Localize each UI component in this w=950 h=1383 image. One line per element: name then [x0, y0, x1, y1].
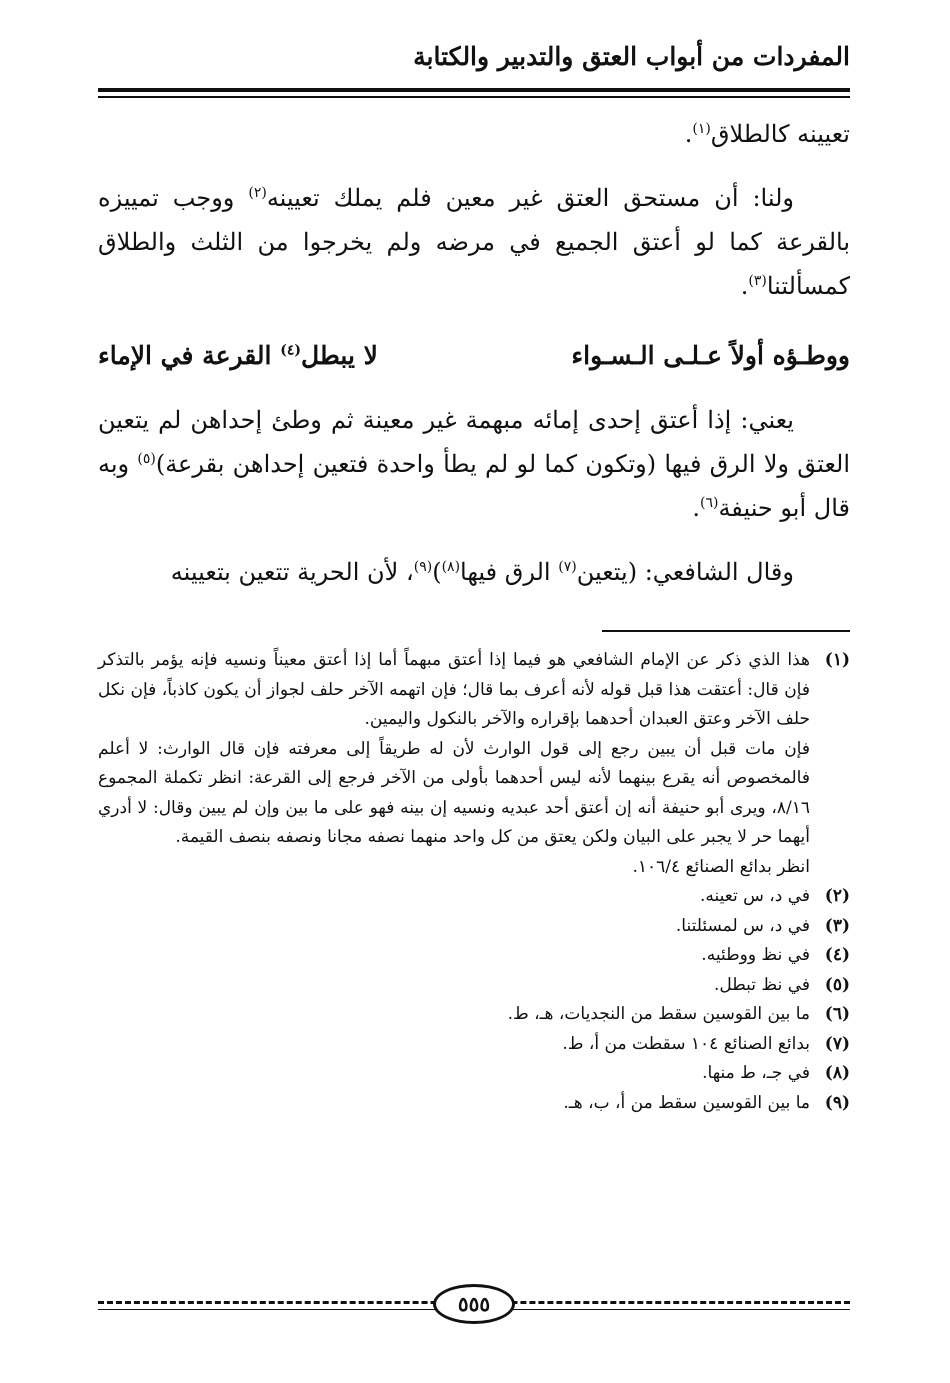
footnote-7: [98, 1030, 850, 1060]
footnote-8: [98, 1059, 850, 1089]
footnote-number: (٨): [824, 1063, 850, 1083]
footnote-1-reference: انظر بدائع الصنائع ١٠٦/٤.: [632, 856, 810, 877]
footnote-text: في د، س لمسئلتنا.: [675, 915, 810, 936]
footnote-9: [98, 1089, 850, 1119]
footnote-ref: (٨): [441, 559, 461, 575]
footnote-3: [98, 912, 850, 942]
footnote-text: ما بين القوسين سقط من أ، ب، هـ.: [563, 1092, 810, 1113]
footnote-text: في نظ ووطئيه.: [701, 945, 810, 965]
footnote-ref: (٤): [280, 342, 301, 359]
footnote-separator: [602, 630, 850, 632]
paragraph-3: يعني: إذا أعتق إحدى إمائه مبهمة غير معينة ثم وطئ إحداهن لم يتعين العتق ولا الرق فيها (وتكون كما لو لم يطأ واحدة فتعين إحداهن بقرعة)$^{(٥)}$ وبه قال أبو حنيفة$^{(٦)}$.: [98, 406, 851, 522]
footnote-number: (٣): [824, 915, 850, 936]
footnote-ref: (١): [692, 121, 711, 137]
footnote-text: في نظ تبطل.: [713, 974, 810, 995]
paragraph-1: تعيينه كالطلاق$^{(١)}$.: [684, 120, 850, 148]
main-text: [98, 112, 850, 594]
footnote-number: (٩): [824, 1092, 850, 1113]
footnote-2: [98, 882, 850, 912]
footnote-ref: (٦): [699, 495, 719, 511]
footnote-4: [98, 941, 850, 971]
footnote-number: (٧): [824, 1033, 850, 1054]
footnotes: [98, 646, 850, 1118]
footnote-text: هذا الذي ذكر عن الإمام الشافعي هو فيما إذا أعتق مبهماً أما إذا أعتق معيناً ونسيه فإنه يؤمر بالتذكر فإن قال: أعتقت هذا قبل قوله لأنه أعرف بما قال؛ فإن اتهمه الآخر حلف لجواز أن يكون كاذباً، فإن نكل حلف الآخر وعتق العبدان أحدهما بإقراره والآخر بالنكول واليمين.: [98, 650, 810, 729]
verse-line: [98, 334, 850, 378]
footnote-number: (٢): [824, 886, 850, 906]
book-page: [98, 0, 850, 1383]
running-header: المفردات من أبواب العتق والتدبير والكتابة: [413, 42, 850, 71]
footnote-1: [98, 646, 850, 735]
footnote-ref: (٩): [413, 559, 433, 575]
footnote-ref: (٢): [248, 185, 267, 201]
verse-hemistich-1: ووطـؤه أولاً عـلـى الـسـواء: [571, 341, 850, 370]
footnote-text: في جـ، ط منها.: [702, 1063, 810, 1083]
paragraph-4: وقال الشافعي: (يتعين$^{(٧)}$ الرق فيها$^{(٨)}$)$^{(٩)}$، لأن الحرية تتعين بتعيينه: [170, 558, 794, 586]
footnote-1-continuation: فإن مات قبل أن يبين رجع إلى قول الوارث لأن له طريقاً إلى معرفته فإن قال الوارث: لا أعلم فالمخصوص أنه يقرع بينهما لأنه ليس أحدهما بأولى من الآخر فرجع إلى القرعة: انظر تكملة المجموع ٨/١٦، ويرى أبو حنيفة أنه إن أعتق أحد عبديه ونسيه إن بينه فهو على ما بين وإن لم يبين وقال: لا أدري أيهما حر لا يجبر على البيان ولكن يعتق من كل واحد منهما نصفه مجانا ونصفه بنصف القيمة.: [98, 738, 810, 847]
footnote-ref: (٧): [558, 559, 577, 575]
header-rule-thin: [98, 96, 850, 98]
footnote-number: (٦): [824, 1004, 850, 1024]
page-number: ٥٥٥: [433, 1284, 515, 1324]
footnote-5: [98, 971, 850, 1001]
paragraph-2: ولنا: أن مستحق العتق غير معين فلم يملك تعيينه$^{(٢)}$ ووجب تمييزه بالقرعة كما لو أعتق الجميع في مرضه ولم يخرجوا من الثلث والطلاق كمسألتنا$^{(٣)}$.: [98, 184, 850, 300]
footnote-ref: (٣): [748, 273, 767, 289]
footnote-number: (١): [824, 650, 850, 670]
footnote-text: بدائع الصنائع ١٠٤ سقطت من أ، ط.: [562, 1033, 810, 1054]
footnote-number: (٥): [824, 974, 850, 995]
footnote-6: [98, 1000, 850, 1030]
verse-hemistich-2: لا يبطل$^{(٤)}$ القرعة في الإماء: [98, 341, 378, 370]
header-rule-thick: [98, 88, 850, 92]
footnote-ref: (٥): [137, 451, 156, 467]
footnote-text: في د، س تعينه.: [699, 886, 810, 906]
footnote-text: ما بين القوسين سقط من النجديات، هـ، ط.: [507, 1004, 810, 1024]
footnote-number: (٤): [824, 945, 850, 965]
